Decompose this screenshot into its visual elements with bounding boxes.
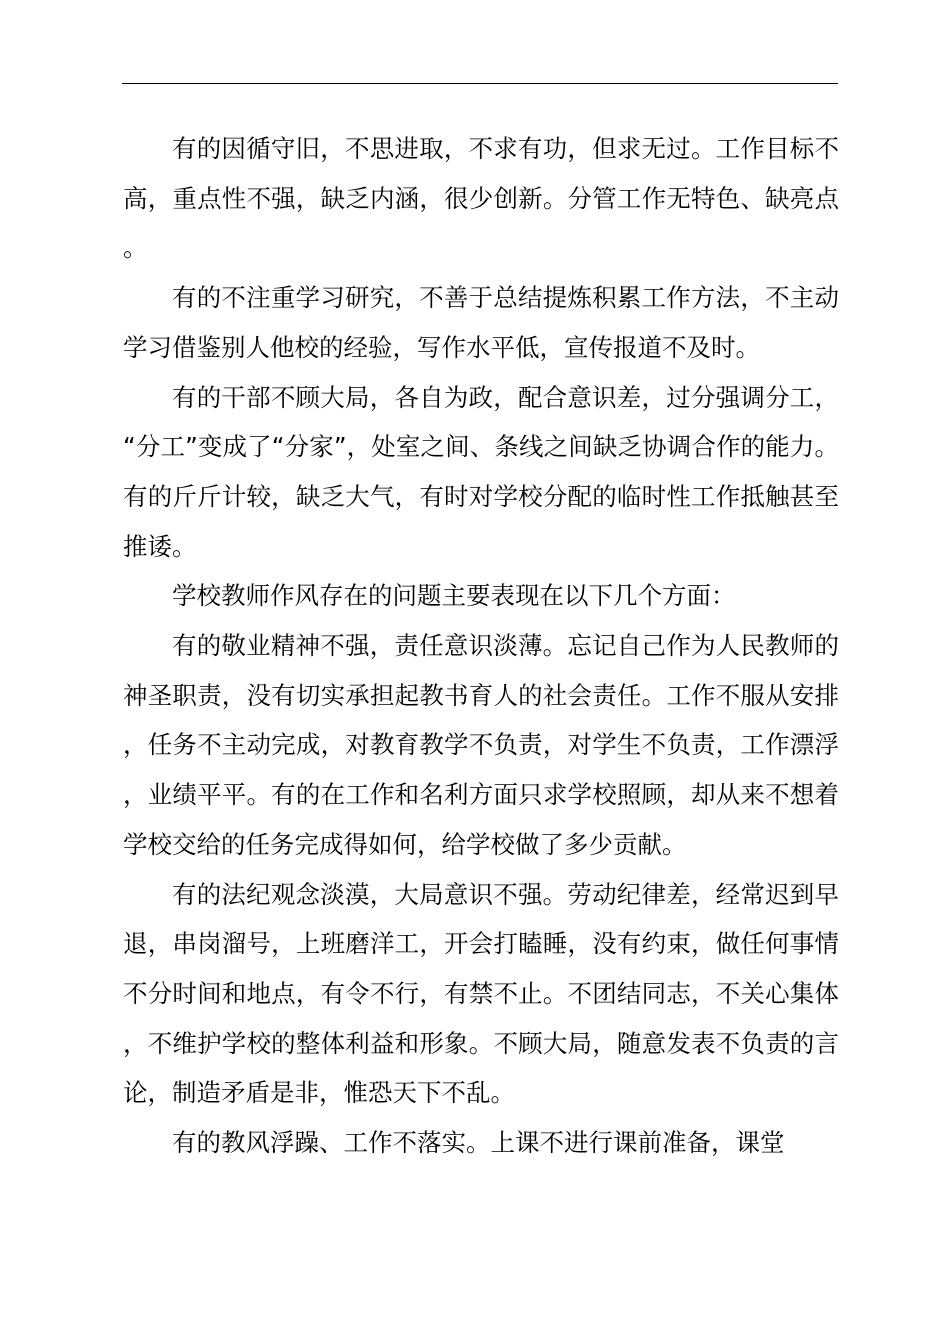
paragraph: 有的法纪观念淡漠，大局意识不强。劳动纪律差，经常迟到早退，串岗溜号，上班磨洋工，开会打瞌睡，没有约束，做任何事情不分时间和地点，有令不行，有禁不止。不团结同志，不关心集体，不维护学校的整体利益和形象。不顾大局，随意发表不负责的言论，制造矛盾是非，惟恐天下不乱。 <box>123 879 839 1108</box>
paragraph: 有的不注重学习研究，不善于总结提炼积累工作方法，不主动学习借鉴别人他校的经验，写作水平低，宣传报道不及时。 <box>123 283 839 362</box>
paragraph: 学校教师作风存在的问题主要表现在以下几个方面： <box>172 581 736 611</box>
paragraph: 有的教风浮躁、工作不落实。上课不进行课前准备，课堂 <box>172 1128 785 1158</box>
body-text <box>123 124 839 1168</box>
paragraph: 有的敬业精神不强，责任意识淡薄。忘记自己作为人民教师的神圣职责，没有切实承担起教书育人的社会责任。工作不服从安排，任务不主动完成，对教育教学不负责，对学生不负责，工作漂浮，业绩平平。有的在工作和名利方面只求学校照顾，却从来不想着学校交给的任务完成得如何，给学校做了多少贡献。 <box>123 631 839 859</box>
paragraph: 有的干部不顾大局，各自为政，配合意识差，过分强调分工，“分工”变成了“分家”，处室之间、条线之间缺乏协调合作的能力。有的斤斤计较，缺乏大气，有时对学校分配的临时性工作抵触甚至推诿。 <box>123 382 839 561</box>
header-rule <box>122 83 838 84</box>
paragraph: 有的因循守旧，不思进取，不求有功，但求无过。工作目标不高，重点性不强，缺乏内涵，很少创新。分管工作无特色、缺亮点。 <box>123 134 839 263</box>
